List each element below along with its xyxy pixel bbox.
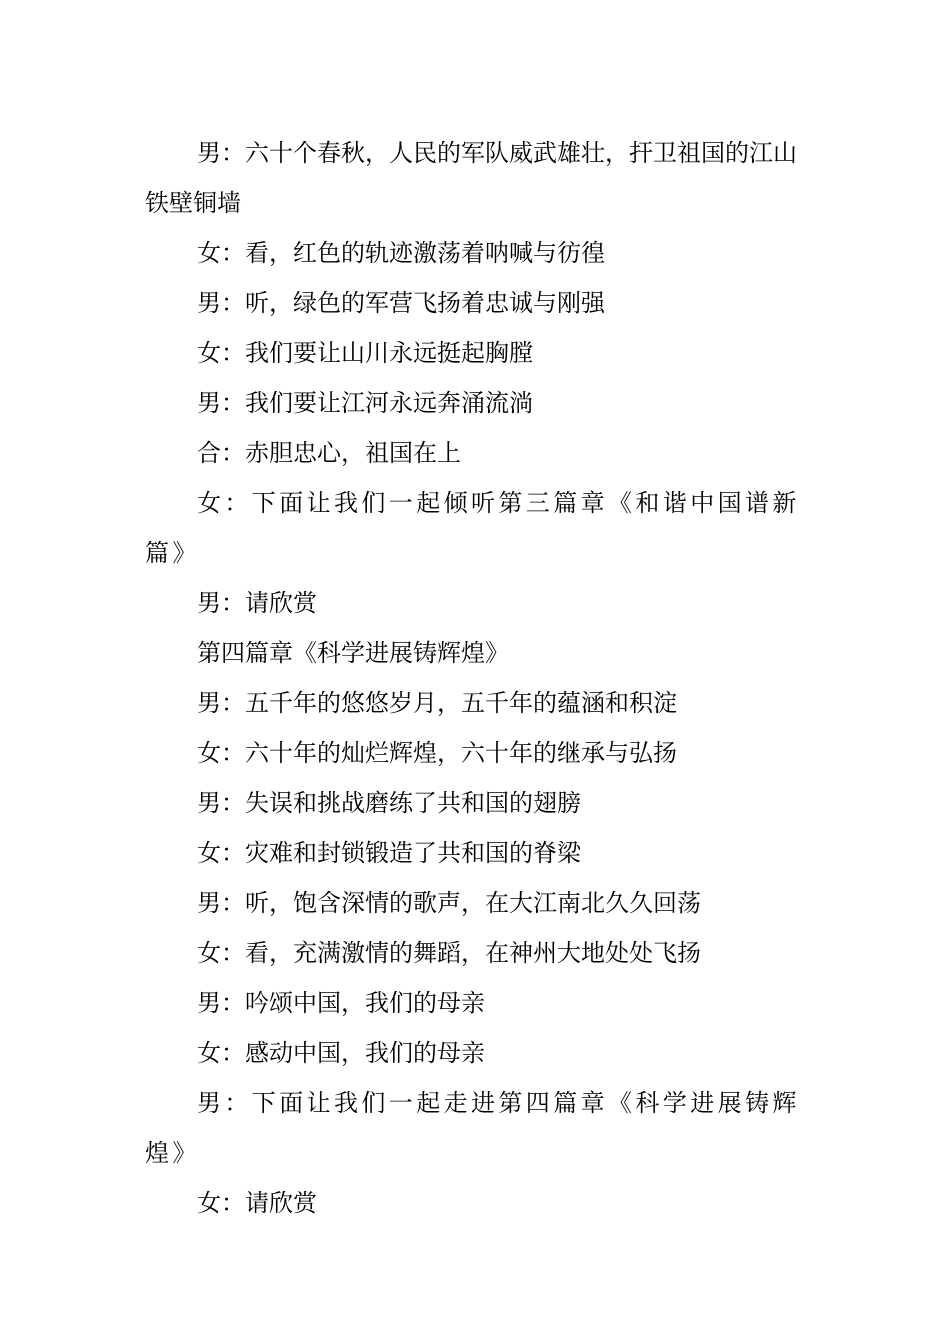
dialogue-line: 女：看，充满激情的舞蹈，在神州大地处处飞扬 bbox=[197, 939, 701, 967]
dialogue-line: 男：下面让我们一起走进第四篇章《科学进展铸辉煌》 bbox=[145, 1089, 800, 1167]
dialogue-line: 合：赤胆忠心，祖国在上 bbox=[197, 439, 461, 467]
dialogue-line: 男：五千年的悠悠岁月，五千年的蕴涵和积淀 bbox=[197, 689, 677, 717]
dialogue-line: 男：失误和挑战磨练了共和国的翅膀 bbox=[197, 789, 581, 817]
document-body bbox=[145, 128, 810, 1228]
dialogue-line: 女：请欣赏 bbox=[197, 1189, 317, 1217]
section-heading: 第四篇章《科学进展铸辉煌》 bbox=[197, 639, 509, 667]
dialogue-line: 女：六十年的灿烂辉煌，六十年的继承与弘扬 bbox=[197, 739, 677, 767]
dialogue-line: 女：看，红色的轨迹激荡着呐喊与彷徨 bbox=[197, 239, 605, 267]
dialogue-line: 女：我们要让山川永远挺起胸膛 bbox=[197, 339, 533, 367]
dialogue-line: 男：听，饱含深情的歌声，在大江南北久久回荡 bbox=[197, 889, 701, 917]
dialogue-line: 男：六十个春秋，人民的军队威武雄壮，扞卫祖国的江山铁壁铜墙 bbox=[145, 139, 797, 217]
dialogue-line: 男：请欣赏 bbox=[197, 589, 317, 617]
dialogue-line: 男：我们要让江河永远奔涌流淌 bbox=[197, 389, 533, 417]
dialogue-line: 女：感动中国，我们的母亲 bbox=[197, 1039, 485, 1067]
dialogue-line: 女：下面让我们一起倾听第三篇章《和谐中国谱新篇》 bbox=[145, 489, 800, 567]
dialogue-line: 男：听，绿色的军营飞扬着忠诚与刚强 bbox=[197, 289, 605, 317]
dialogue-line: 女：灾难和封锁锻造了共和国的脊梁 bbox=[197, 839, 581, 867]
dialogue-line: 男：吟颂中国，我们的母亲 bbox=[197, 989, 485, 1017]
